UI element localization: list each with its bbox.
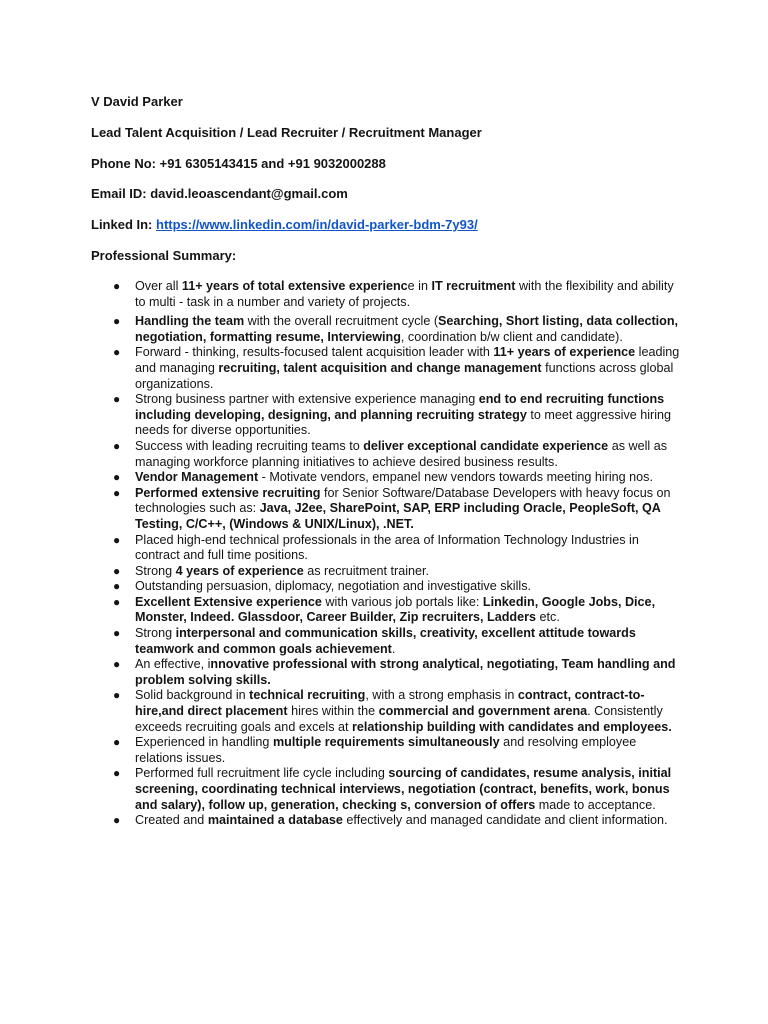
bold-run: Linkedin, Google Jobs, Dice, Monster, Indeed. Glassdoor, Career Builder, Zip recruiters, Ladders xyxy=(135,594,656,625)
summary-bullet xyxy=(113,626,683,657)
candidate-name: V David Parker xyxy=(91,94,183,109)
text-run: made to acceptance. xyxy=(535,797,656,812)
phone-line: Phone No: +91 6305143415 and +91 9032000288 xyxy=(91,156,386,171)
bullet-text xyxy=(135,688,672,733)
text-run: etc. xyxy=(536,610,560,625)
bold-run: commercial and government arena xyxy=(378,704,588,719)
summary-bullet xyxy=(113,314,683,345)
bullet-text xyxy=(135,657,675,687)
text-run: Outstanding persuasion, diplomacy, negotiation and investigative skills. xyxy=(135,579,531,594)
text-run: to meet aggressive hiring needs for diverse opportunities. xyxy=(135,407,672,438)
bold-run: recruiting, talent acquisition and change management xyxy=(218,360,542,375)
text-run: as recruitment trainer. xyxy=(303,563,430,578)
bullet-text xyxy=(135,533,639,563)
text-run: Placed high-end technical professionals in the area of Information Technology Industries in contract and full time positions. xyxy=(135,532,639,563)
bold-run: interpersonal and communication skills, creativity, excellent attitude towards teamwork and common goals achievement xyxy=(135,626,636,656)
bullet-dot-icon: ● xyxy=(113,470,121,485)
bold-run: technical recruiting xyxy=(249,688,366,703)
bullet-dot-icon: ● xyxy=(113,813,121,828)
text-run: Over all xyxy=(135,279,182,293)
text-run: with the flexibility and ability to multi - task in a number and variety of projects. xyxy=(135,279,674,309)
text-run: . Consistently exceeds recruiting goals and excels at xyxy=(135,704,663,734)
text-run: Strong business partner with extensive experience managing xyxy=(135,392,479,407)
summary-bullet xyxy=(113,279,683,310)
bold-run: end to end recruiting functions including developing, designing, and planning recruiting strategy xyxy=(135,392,665,422)
summary-bullet xyxy=(113,392,683,439)
bold-run: Java, J2ee, SharePoint, SAP, ERP including Oracle, PeopleSoft, QA Testing, C/C++, (Windows & UNIX/Linux), .NET. xyxy=(135,501,661,531)
text-run: Strong xyxy=(135,563,176,578)
text-run: effectively and managed candidate and client information. xyxy=(342,813,668,828)
text-run: for Senior Software/Database Developers with heavy focus on technologies such as: xyxy=(135,485,671,516)
bullet-text xyxy=(135,314,678,344)
summary-bullet xyxy=(113,595,683,626)
bullet-dot-icon: ● xyxy=(113,532,121,547)
text-run: and resolving employee relations issues. xyxy=(135,735,637,765)
bullet-text xyxy=(135,279,674,309)
text-run: functions across global organizations. xyxy=(135,360,674,391)
linkedin-line xyxy=(91,217,478,232)
text-run: Forward - thinking, results-focused talent acquisition leader with xyxy=(135,345,494,360)
bullet-text xyxy=(135,595,655,625)
bold-run: 11+ years of total extensive experienc xyxy=(181,279,408,293)
bold-run: Performed extensive recruiting xyxy=(135,485,321,500)
text-run: Created and xyxy=(135,813,208,828)
bullet-dot-icon: ● xyxy=(113,766,121,781)
summary-bullet xyxy=(113,657,683,688)
summary-bullet xyxy=(113,470,683,486)
summary-bullet xyxy=(113,688,683,735)
bullet-dot-icon: ● xyxy=(113,579,121,594)
text-run: An effective, i xyxy=(135,657,211,672)
bullet-text xyxy=(135,486,671,531)
professional-summary-list xyxy=(113,279,683,829)
bold-run: deliver exceptional candidate experience xyxy=(363,438,609,453)
bold-run: 11+ years of experience xyxy=(493,345,636,360)
text-run: , coordination b/w client and candidate). xyxy=(400,329,623,344)
bold-run: 4 years of experience xyxy=(175,563,304,578)
bullet-dot-icon: ● xyxy=(113,345,121,360)
bullet-text xyxy=(135,564,429,578)
summary-bullet xyxy=(113,439,683,470)
text-run: Strong xyxy=(135,626,176,641)
linkedin-link[interactable]: https://www.linkedin.com/in/david-parker-bdm-7y93/ xyxy=(156,217,478,232)
text-run: as well as managing workforce planning initiatives to achieve desired business results. xyxy=(135,438,667,469)
summary-bullet xyxy=(113,766,683,813)
section-heading-professional-summary: Professional Summary: xyxy=(91,248,237,263)
bullet-dot-icon: ● xyxy=(113,392,121,407)
bold-run: nnovative professional with strong analytical, negotiating, Team handling and problem solving skills. xyxy=(135,657,676,687)
bullet-text xyxy=(135,735,636,765)
bold-run: IT recruitment xyxy=(431,279,516,293)
bold-run: contract, contract-to-hire,and direct placement xyxy=(135,688,645,719)
bullet-text xyxy=(135,626,636,656)
text-run: hires within the xyxy=(287,704,379,719)
summary-bullet xyxy=(113,579,683,595)
bold-run: sourcing of candidates, resume analysis, initial screening, coordinating technical interviews, negotiation (contract, benefits, work, bonus and salary), follow up, generation, checking s, conversion of offers xyxy=(135,766,672,812)
bullet-text xyxy=(135,392,671,437)
text-run: - Motivate vendors, empanel new vendors towards meeting hiring nos. xyxy=(258,470,653,485)
summary-bullet xyxy=(113,813,683,829)
text-run: e in xyxy=(407,279,432,293)
bullet-dot-icon: ● xyxy=(113,594,121,609)
bullet-text xyxy=(135,345,679,390)
bold-run: Handling the team xyxy=(135,314,245,329)
text-run: , with a strong emphasis in xyxy=(365,688,518,703)
text-run: Solid background in xyxy=(135,688,250,703)
bullet-dot-icon: ● xyxy=(113,314,121,329)
summary-bullet xyxy=(113,735,683,766)
bullet-dot-icon: ● xyxy=(113,563,121,578)
bullet-dot-icon: ● xyxy=(113,485,121,500)
bullet-text xyxy=(135,579,531,593)
bold-run: relationship building with candidates and employees. xyxy=(352,719,672,734)
bullet-dot-icon: ● xyxy=(113,438,121,453)
bullet-text xyxy=(135,470,653,484)
linkedin-label: Linked In: xyxy=(91,217,156,232)
text-run: Success with leading recruiting teams to xyxy=(135,438,364,453)
text-run: Performed full recruitment life cycle including xyxy=(135,766,389,781)
bold-run: Vendor Management xyxy=(135,470,259,485)
bullet-dot-icon: ● xyxy=(113,735,121,750)
text-run: with the overall recruitment cycle ( xyxy=(244,314,439,329)
bullet-dot-icon: ● xyxy=(113,657,121,672)
text-run: . xyxy=(391,641,396,656)
email-line: Email ID: david.leoascendant@gmail.com xyxy=(91,186,348,201)
job-title: Lead Talent Acquisition / Lead Recruiter / Recruitment Manager xyxy=(91,125,482,140)
bold-run: Searching, Short listing, data collection, negotiation, formatting resume, Interviewing xyxy=(135,314,679,344)
summary-bullet xyxy=(113,486,683,533)
bullet-dot-icon: ● xyxy=(113,626,121,641)
bold-run: maintained a database xyxy=(207,813,343,828)
text-run: leading and managing xyxy=(135,345,680,375)
summary-bullet xyxy=(113,564,683,580)
summary-bullet xyxy=(113,345,683,392)
bullet-text xyxy=(135,439,667,469)
bold-run: Excellent Extensive experience xyxy=(135,594,322,609)
bullet-text xyxy=(135,766,671,811)
bullet-dot-icon: ● xyxy=(113,279,121,293)
text-run: with various job portals like: xyxy=(321,594,483,609)
bold-run: multiple requirements simultaneously xyxy=(272,735,500,750)
text-run: Experienced in handling xyxy=(135,735,273,750)
summary-bullet xyxy=(113,533,683,564)
bullet-text xyxy=(135,813,668,827)
bullet-dot-icon: ● xyxy=(113,688,121,703)
